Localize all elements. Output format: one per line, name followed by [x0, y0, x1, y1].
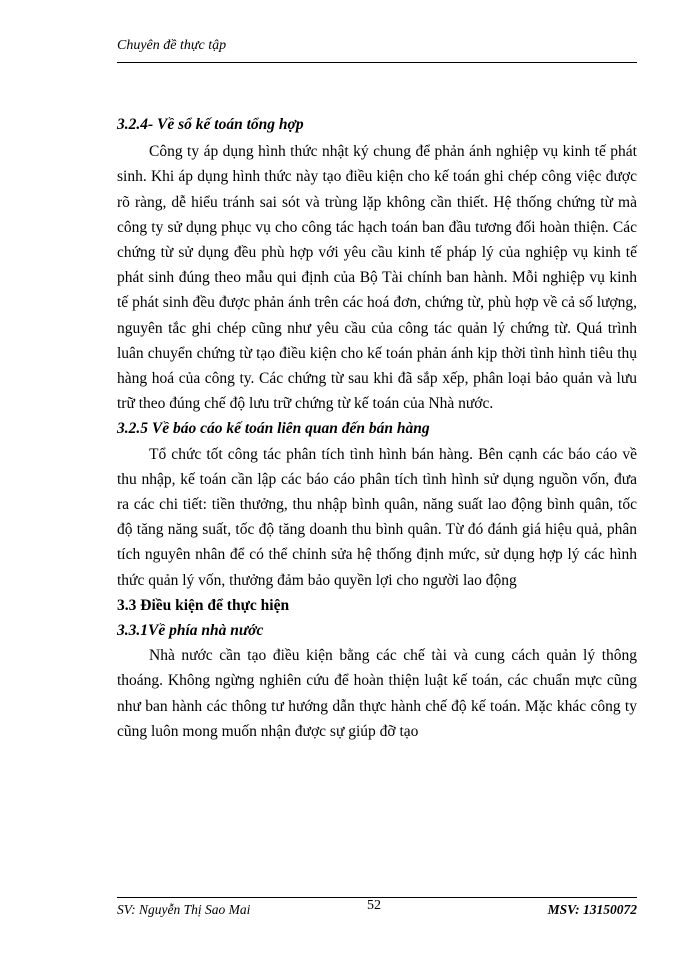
section-paragraph-3-2-5: Tổ chức tốt công tác phân tích tình hình bán hàng. Bên cạnh các báo cáo về thu nhập, kế toán cần lập các báo cáo phân tích tình hình sử dụng nguồn vốn, đưa ra các chi tiết: tiền thưởng, thu nhập bình quân, năng suất lao động bình quân, tốc độ tăng năng suất, tốc độ tăng doanh thu bình quân. Từ đó đánh giá hiệu quả, phân tích nguyên nhân để có thể chỉnh sửa hệ thống định mức, sử dụng hợp lý các hình thức quản lý vốn, thưởng đảm bảo quyền lợi cho người lao động: [117, 445, 637, 589]
section-paragraph-3-2-4: Công ty áp dụng hình thức nhật ký chung để phản ánh nghiệp vụ kinh tế phát sinh. Khi áp dụng hình thức này tạo điều kiện cho kế toán ghi chép công việc được rõ ràng, dễ hiểu tránh sai sót và trùng lặp không cần thiết. Hệ thống chứng từ mà công ty sử dụng phục vụ cho công tác hạch toán ban đầu tương đối hoàn thiện. Các chứng từ sử dụng đều phù hợp với yêu cầu kinh tế pháp lý của nghiệp vụ kinh tế phát sinh đúng theo mẫu qui định của Bộ Tài chính ban hành. Mỗi nghiệp vụ kinh tế phát sinh đều được phản ánh trên các hoá đơn, chứng từ, phù hợp về cả số lượng, nguyên tắc ghi chép cũng như yêu cầu của công tác quản lý chứng từ. Quá trình luân chuyển chứng từ tạo điều kiện cho kế toán phản ánh kịp thời tình hình tiêu thụ hàng hoá của công ty. Các chứng từ sau khi đã sắp xếp, phân loại bảo quản và lưu trữ theo đúng chế độ lưu trữ chứng từ kế toán của Nhà nước.: [117, 143, 637, 413]
footer-student-name: SV: Nguyễn Thị Sao Mai: [117, 902, 251, 917]
section-heading-3-3-1: 3.3.1Về phía nhà nước: [117, 622, 264, 640]
section-heading-3-2-4: 3.2.4- Về sổ kế toán tổng hợp: [117, 116, 304, 133]
page-number: 52: [367, 898, 381, 913]
page-header-title: Chuyên đề thực tập: [117, 38, 227, 53]
section-heading-3-3: 3.3 Điều kiện để thực hiện: [117, 596, 290, 614]
page-footer: [117, 898, 637, 922]
section-paragraph-3-3-1: Nhà nước cần tạo điều kiện bằng các chế tài và cung cách quản lý thông thoáng. Không ngừng nghiên cứu để hoàn thiện luật kế toán, các chuẩn mực cũng như ban hành các thông tư hướng dẫn thực hành chế độ kế toán. Mặc khác công ty cũng luôn mong muốn nhận được sự giúp đỡ tạo: [117, 647, 637, 740]
section-heading-3-2-5: 3.2.5 Về báo cáo kế toán liên quan đến bán hàng: [117, 420, 430, 438]
header-divider: [117, 62, 637, 63]
document-body: [117, 112, 637, 744]
footer-student-id: MSV: 13150072: [547, 902, 637, 917]
